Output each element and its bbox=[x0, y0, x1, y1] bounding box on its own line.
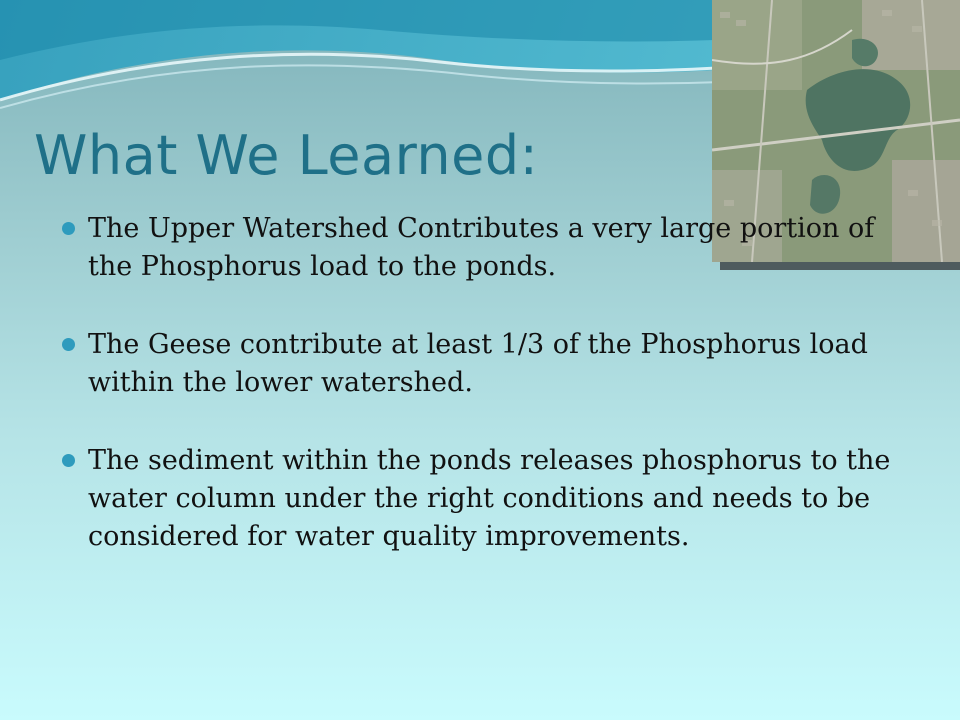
bullet-item bbox=[62, 326, 912, 402]
bullet-item bbox=[62, 442, 912, 556]
bullet-item bbox=[62, 210, 912, 286]
bullet-list bbox=[62, 210, 912, 596]
bullet-text: The sediment within the ponds releases phosphorus to the water column under the right conditions and needs to be considered for water quality improvements. bbox=[88, 445, 891, 552]
bullet-dot-icon bbox=[62, 338, 75, 351]
slide-title: What We Learned: bbox=[34, 124, 539, 187]
bullet-dot-icon bbox=[62, 454, 75, 467]
bullet-text: The Geese contribute at least 1/3 of the Phosphorus load within the lower watershed. bbox=[88, 329, 868, 398]
bullet-text: The Upper Watershed Contributes a very large portion of the Phosphorus load to the ponds. bbox=[88, 213, 875, 282]
bullet-dot-icon bbox=[62, 222, 75, 235]
